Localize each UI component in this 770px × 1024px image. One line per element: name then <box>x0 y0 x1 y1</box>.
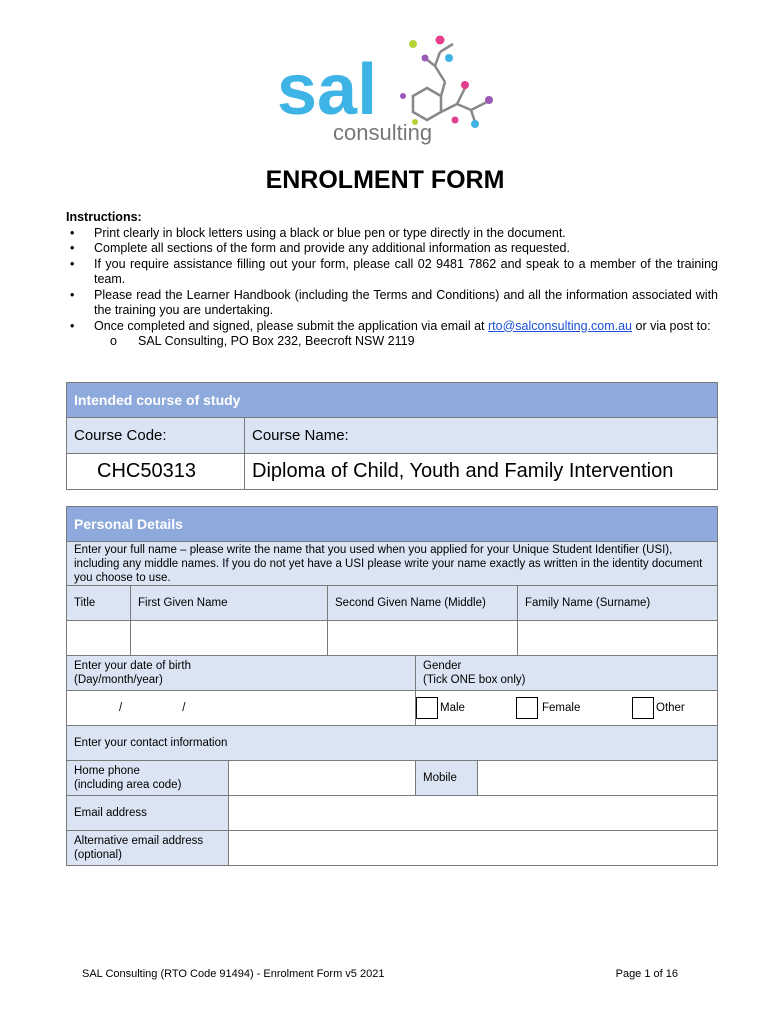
course-code-label: Course Code: <box>67 418 245 454</box>
footer-page-number: Page 1 of 16 <box>615 968 678 980</box>
dob-input[interactable]: / / <box>67 691 416 726</box>
email-label: Email address <box>67 796 229 831</box>
alt-email-label: Alternative email address (optional) <box>67 831 229 866</box>
name-instructions: Enter your full name – please write the name that you used when you applied for your Unique Student Identifier (USI), including any middle names. If you do not yet have a USI please write your name exactly as written in the identity document you choose to use. <box>67 542 718 586</box>
personal-details-table <box>66 506 718 866</box>
male-label: Male <box>440 702 465 715</box>
female-checkbox[interactable] <box>516 697 538 719</box>
home-phone-label: Home phone (including area code) <box>67 761 229 796</box>
post-address: o SAL Consulting, PO Box 232, Beecroft NSW 2119 <box>110 334 415 348</box>
home-phone-input[interactable] <box>229 761 416 796</box>
first-name-column-header: First Given Name <box>131 586 328 621</box>
instruction-item: • Complete all sections of the form and provide any additional information as requested. <box>70 241 570 255</box>
course-section-heading: Intended course of study <box>67 383 718 418</box>
footer-rto-info: SAL Consulting (RTO Code 91494) - Enrolment Form v5 2021 <box>82 968 385 980</box>
instructions <box>66 210 718 350</box>
email-input[interactable] <box>229 796 718 831</box>
personal-section-heading: Personal Details <box>67 507 718 542</box>
logo-subword: consulting <box>333 120 433 145</box>
mobile-label: Mobile <box>416 761 478 796</box>
other-checkbox[interactable] <box>632 697 654 719</box>
course-code-value[interactable]: CHC50313 <box>67 454 245 490</box>
page-title: ENROLMENT FORM <box>265 166 505 194</box>
family-name-input[interactable] <box>518 621 718 656</box>
mobile-input[interactable] <box>478 761 718 796</box>
gender-options <box>416 691 718 726</box>
alt-email-input[interactable] <box>229 831 718 866</box>
sal-consulting-logo <box>275 30 505 148</box>
dob-label: Enter your date of birth (Day/month/year) <box>67 656 416 691</box>
contact-info-heading: Enter your contact information <box>67 726 718 761</box>
instruction-item: • Please read the Learner Handbook (including the Terms and Conditions) and all the information associated with the training you are undertaking. <box>70 287 718 317</box>
instruction-item: • Print clearly in block letters using a black or blue pen or type directly in the document. <box>70 225 566 240</box>
gender-label: Gender (Tick ONE box only) <box>416 656 718 691</box>
family-name-column-header: Family Name (Surname) <box>518 586 718 621</box>
logo-word: sal <box>277 50 378 130</box>
other-label: Other <box>656 702 685 715</box>
instruction-item: • Once completed and signed, please submit the application via email at rto@salconsulting.com.au or via post to: <box>70 318 711 333</box>
second-name-input[interactable] <box>328 621 518 656</box>
title-column-header: Title <box>67 586 131 621</box>
course-name-label: Course Name: <box>245 418 718 454</box>
title-input[interactable] <box>67 621 131 656</box>
first-name-input[interactable] <box>131 621 328 656</box>
course-name-value[interactable]: Diploma of Child, Youth and Family Intervention <box>245 454 718 490</box>
molecule-logo-graphic <box>275 30 505 148</box>
female-label: Female <box>542 702 581 715</box>
instruction-item: • If you require assistance filling out your form, please call 02 9481 7862 and speak to a member of the training team. <box>70 256 718 286</box>
male-checkbox[interactable] <box>416 697 438 719</box>
email-link[interactable]: rto@salconsulting.com.au <box>488 318 633 333</box>
second-name-column-header: Second Given Name (Middle) <box>328 586 518 621</box>
instructions-heading: Instructions: <box>66 210 142 224</box>
instructions-list <box>66 226 718 335</box>
course-table <box>66 382 718 490</box>
